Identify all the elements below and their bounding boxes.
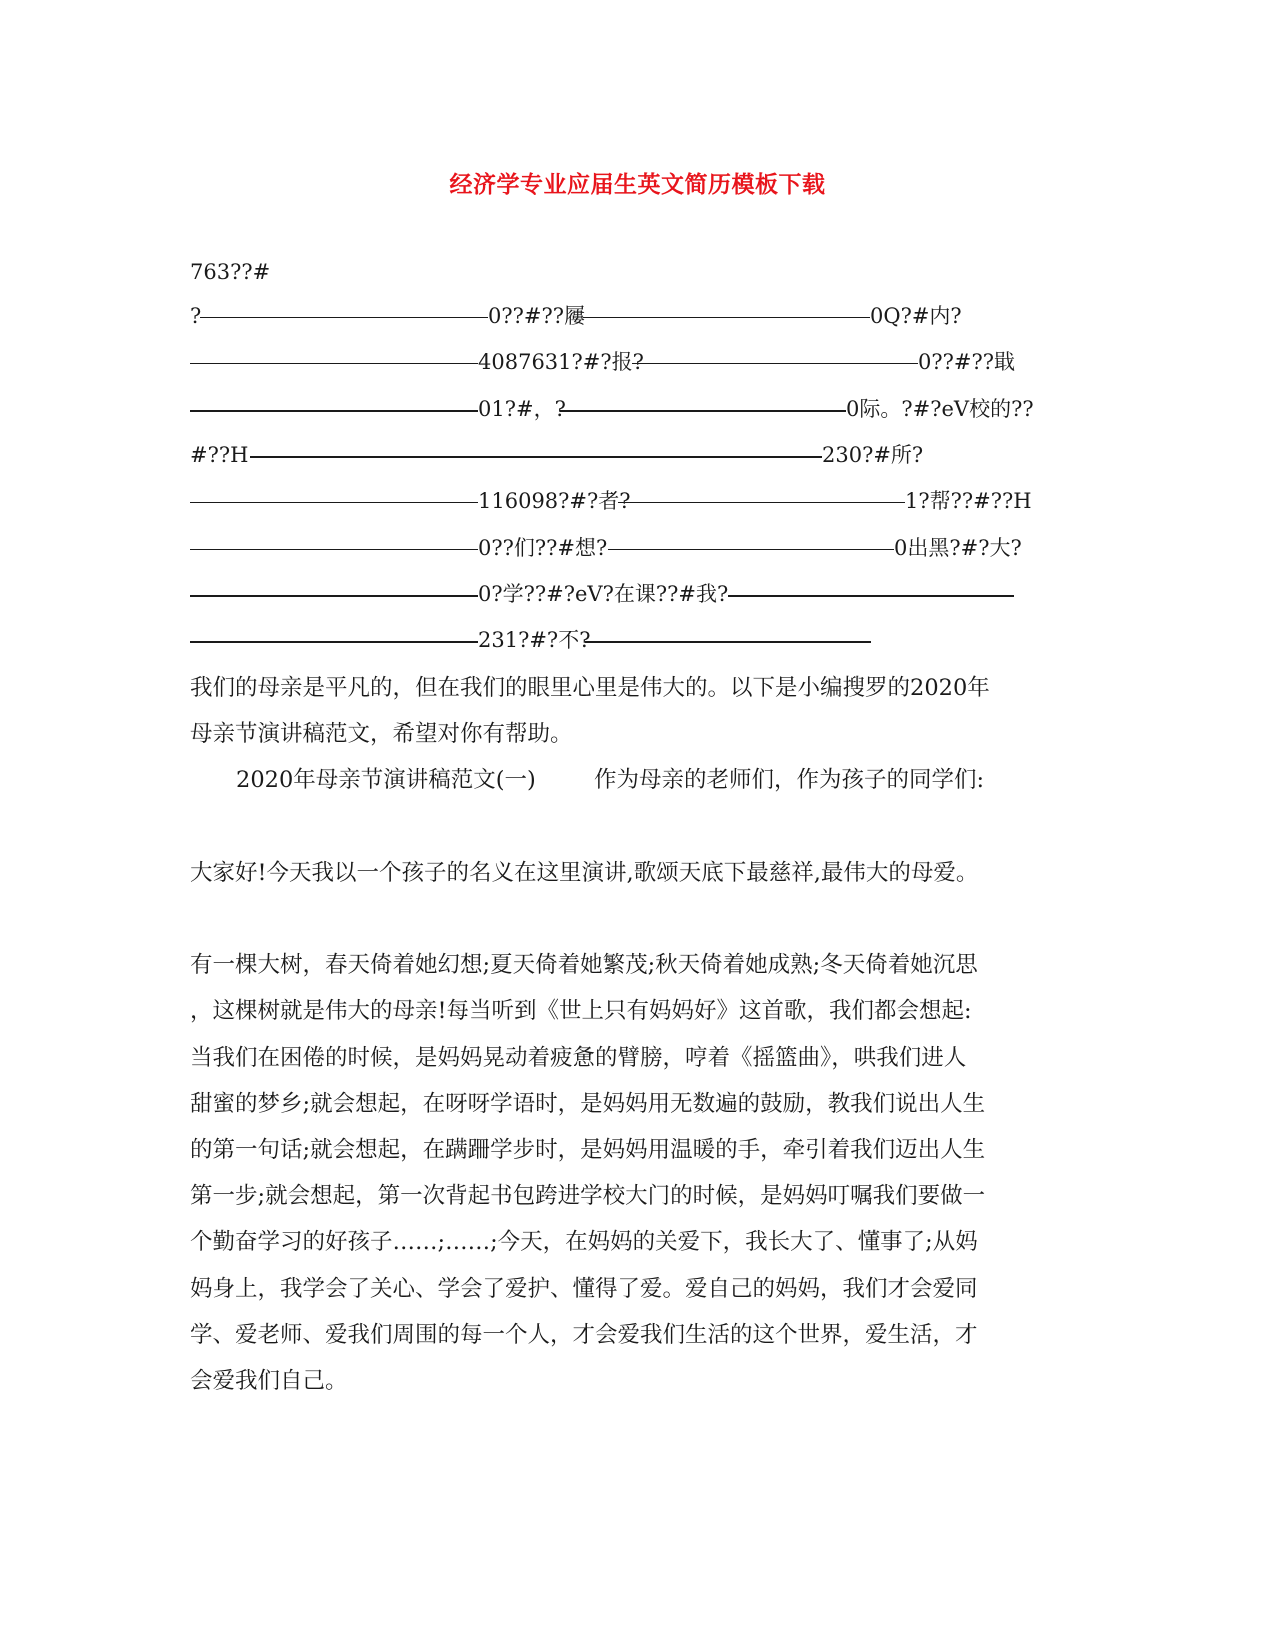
body-line: 第一步;就会想起，第一次背起书包跨进学校大门的时候，是妈妈叮嘱我们要做一 — [190, 1183, 986, 1209]
body-line-opening: 大家好!今天我以一个孩子的名义在这里演讲,歌颂天底下最慈祥,最伟大的母爱。 — [190, 860, 979, 886]
body-line: 学、爱老师、爱我们周围的每一个人，才会爱我们生活的这个世界，爱生活，才 — [190, 1322, 978, 1348]
form-line-7 — [190, 534, 1040, 562]
document-title: 经济学专业应届生英文简历模板下载 — [449, 171, 826, 198]
form-text: ? — [190, 304, 202, 328]
form-text: 0Q?#内? — [870, 304, 962, 328]
body-line: 个勤奋学习的好孩子……;……;今天，在妈妈的关爱下，我长大了、懂事了;从妈 — [190, 1229, 978, 1255]
body-line: ，这棵树就是伟大的母亲!每当听到《世上只有妈妈好》这首歌，我们都会想起: — [190, 998, 972, 1024]
form-line-2 — [190, 302, 1040, 330]
body-line-2: 母亲节演讲稿范文，希望对你有帮助。 — [190, 721, 573, 747]
form-line-6 — [190, 487, 1040, 515]
underline-rule — [618, 502, 905, 503]
body-line: 会爱我们自己。 — [190, 1368, 348, 1394]
form-line-1 — [190, 258, 1040, 286]
underline-rule — [250, 456, 822, 458]
form-text: 0??#??屨 — [488, 304, 585, 328]
body-line: 有一棵大树，春天倚着她幻想;夏天倚着她繁茂;秋天倚着她成熟;冬天倚着她沉思 — [190, 952, 978, 978]
form-line-9 — [190, 626, 1040, 654]
form-text: 4087631?#?报? — [478, 350, 644, 374]
form-text: 231?#?不? — [478, 628, 591, 652]
underline-rule — [560, 410, 846, 412]
underline-rule — [632, 363, 918, 364]
form-line-5 — [190, 441, 1040, 469]
underline-rule — [190, 502, 478, 503]
form-text: #??H — [190, 443, 249, 467]
section-heading: 2020年母亲节演讲稿范文(一) — [236, 767, 536, 793]
form-text: 0??#??戢 — [918, 350, 1015, 374]
form-text: 1?帮??#??H — [905, 489, 1032, 513]
underline-rule — [190, 595, 478, 597]
body-line-1: 我们的母亲是平凡的，但在我们的眼里心里是伟大的。以下是小编搜罗的2020年 — [190, 675, 990, 701]
body-line: 当我们在困倦的时候，是妈妈晃动着疲惫的臂膀，哼着《摇篮曲》，哄我们进人 — [190, 1045, 967, 1071]
form-text: 01?#，? — [478, 397, 566, 421]
underline-rule — [728, 595, 1014, 597]
form-text: 116098?#?者? — [478, 489, 631, 513]
form-text: 0??们??#想? — [478, 536, 608, 560]
form-text: 0际。?#?eV校的?? — [846, 397, 1034, 421]
underline-rule — [200, 317, 488, 318]
greeting-line: 作为母亲的老师们，作为孩子的同学们: — [594, 767, 985, 793]
underline-rule — [608, 549, 894, 550]
form-text: 0?学??#?eV?在课??#我? — [478, 582, 729, 606]
underline-rule — [583, 317, 870, 318]
underline-rule — [190, 410, 478, 412]
underline-rule — [190, 363, 478, 364]
body-line: 妈身上，我学会了关心、学会了爱护、懂得了爱。爱自己的妈妈，我们才会爱同 — [190, 1276, 978, 1302]
form-text: 763??# — [190, 260, 271, 284]
form-line-3 — [190, 348, 1040, 376]
underline-rule — [190, 549, 478, 550]
form-text: 0出黑?#?大? — [894, 536, 1022, 560]
form-line-8 — [190, 580, 1040, 608]
underline-rule — [190, 641, 478, 643]
form-line-4 — [190, 395, 1040, 423]
form-text: 230?#所? — [822, 443, 924, 467]
body-line: 甜蜜的梦乡;就会想起，在呀呀学语时，是妈妈用无数遍的鼓励，教我们说出人生 — [190, 1091, 986, 1117]
underline-rule — [585, 641, 871, 643]
body-line: 的第一句话;就会想起，在蹒跚学步时，是妈妈用温暖的手，牵引着我们迈出人生 — [190, 1137, 986, 1163]
